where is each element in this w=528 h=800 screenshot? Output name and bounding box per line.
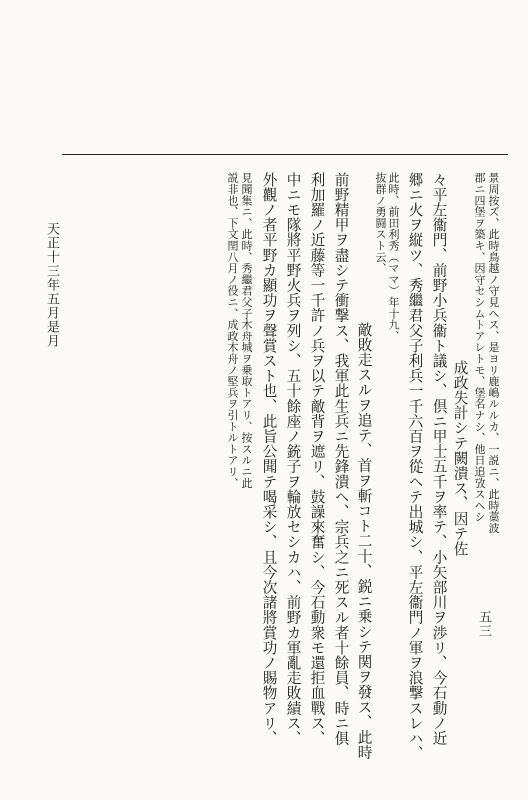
body-line: 中ニモ隊將平野火兵ヲ列シ、五十餘座ノ銃子ヲ輪放セシカハ、前野カ軍亂走敗績ス、	[284, 172, 302, 746]
body-line: 前野精甲ヲ盡シテ衝撃ス、我軍此生兵ニ先鋒潰ヘ、宗兵之ニ死スル者十餘員、時ニ俱	[332, 172, 350, 746]
annotation-line: 見聞集ニ、此時、秀繼君父子木舟城ヲ乗取トアリ、按スルニ此	[240, 172, 253, 489]
body-line: 成政失計シテ闕潰ス、因テ佐	[451, 360, 469, 557]
annotation-line: 郡ニ四堡ヲ築キ、因守セシムトアレトモ、堡名ナシ、他日追攷スヘシ	[473, 172, 486, 523]
header-rule	[62, 154, 508, 155]
annotation-line: 抜群ノ勇闘スト云、	[374, 172, 387, 274]
body-line: 々平左衞門、前野小兵衞ト議シ、倶ニ甲士五千ヲ率テ、小矢部川ヲ渉リ、今石動ノ近	[430, 172, 448, 746]
annotation-line: 此時、前田利秀（ママ）年十九、	[387, 172, 400, 342]
body-line: 郷ニ火ヲ縦ツ、秀繼君父子利兵一千六百ヲ從ヘテ出城シ、平左衞門ノ軍ヲ浪撃スレハ、	[406, 172, 424, 761]
annotation-line: 景周按ズ、此時鳥越ノ守見ヘス、是ヨリ鹿嶋ルルカ、一説ニ、此時藁波	[487, 172, 500, 534]
page-number: 五三	[476, 610, 491, 638]
date-heading: 天正十三年五月是月	[44, 222, 59, 348]
annotation-line: 説非也、下文閏八月ノ役ニ、成政木舟ノ堅兵ヲ引トルトアリ、	[226, 172, 239, 489]
body-line: 敵敗走スルヲ追テ、首ヲ斬コト二十、鋭ニ乗シテ関ヲ發ス、此時	[355, 322, 373, 760]
body-line: 外觀ノ者平野カ顯功ヲ聲賞スト也、此旨公聞テ喝采シ、且今次諸將賞功ノ賜物アリ、	[260, 172, 278, 746]
body-line: 利加羅ノ近藤等一千許ノ兵ヲ以テ敵背ヲ遮リ、鼓譟來奮シ、今石動衆モ還拒血戰ス、	[308, 172, 326, 746]
